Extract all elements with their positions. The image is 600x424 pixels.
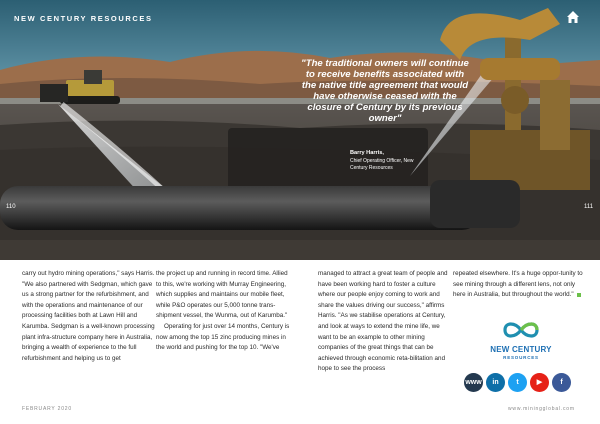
body-paragraph: Operating for just over 14 months, Century is now among the top 15 zinc producing mines in the world and pushing for the top 10. "We've (156, 322, 290, 352)
facebook-icon[interactable]: f (552, 373, 571, 392)
end-mark-icon (577, 293, 581, 297)
body-paragraph: carry out hydro mining operations," says Harris. "We also partnered with Sedgman, which gave us a strong partner for the refurbishment, and with the operations and maintenance of our processing facilities both at Lawn Hill and Karumba. Sedgman is a well-known processing plant infra-structure company here in Australia, bringing a wealth of experience to the full refurbishment and helping us to get (22, 270, 155, 362)
web-icon[interactable]: www (464, 373, 483, 392)
quote-attribution-role: Chief Operating Officer, New Century Resources (350, 158, 414, 171)
body-paragraph (453, 269, 587, 301)
quote-attribution-name: Barry Harris, (350, 150, 384, 156)
text-column-1 (22, 269, 156, 364)
youtube-icon[interactable]: ▶ (530, 373, 549, 392)
page-number-left: 110 (6, 204, 16, 210)
magazine-section-label: NEW CENTURY RESOURCES (14, 14, 153, 23)
home-icon[interactable] (565, 9, 581, 25)
company-logo (476, 320, 566, 360)
text-column-4 (453, 269, 587, 301)
text-column-3 (318, 269, 452, 375)
text-column-2 (156, 269, 290, 354)
infinity-logo-icon (499, 320, 543, 340)
body-paragraph: managed to attract a great team of people and have been working hard to foster a culture where our people enjoy coming to work and share the values driving our success," affirms Harris. "As we stabilise operations at Century, and look at ways to extend the mine life, we want to be an example to other mining companies of the great things that can be achieved through economic reta-bilitation and hope to see the process (318, 270, 448, 373)
twitter-icon[interactable]: t (508, 373, 527, 392)
issue-date: FEBRUARY 2020 (22, 406, 72, 412)
logo-subtitle: RESOURCES (503, 355, 539, 360)
logo-name: NEW CENTURY (490, 345, 552, 354)
page-number-right: 111 (584, 204, 594, 210)
website-link[interactable]: www.miningglobal.com (508, 406, 575, 412)
body-text: repeated elsewhere. It's a huge oppor-tunity to see mining through a different lens, not only here in Australia, but throughout the world." (453, 270, 583, 299)
body-paragraph: the project up and running in record time. Allied to this, we're working with Murray Engineering, which supplies and maintains our mobile fleet, while P&O operates our 5,000 tonne trans-shipment vessel, the Wunma, out of Karumba." (156, 270, 288, 320)
linkedin-icon[interactable]: in (486, 373, 505, 392)
pull-quote: "The traditional owners will continue to receive benefits associated with the native title agreement that would have otherwise ceased with the closure of Century by its previous owner" (301, 58, 469, 124)
